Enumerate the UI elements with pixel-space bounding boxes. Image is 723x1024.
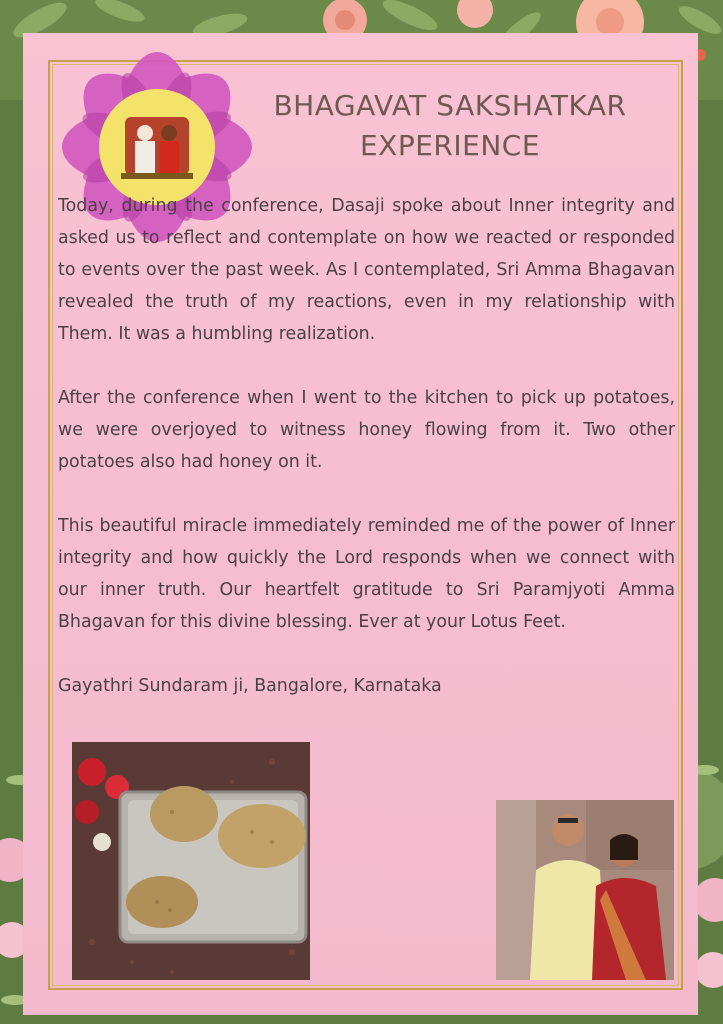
paragraph-3: This beautiful miracle immediately reminded me of the power of Inner integrity and how quickly the Lord responds when we connect with our inner truth. Our heartfelt gratitude to Sri Paramjyoti Amma Bhagavan for this divine blessing. Ever at your Lotus Feet. <box>58 516 675 632</box>
signature: Gayathri Sundaram ji, Bangalore, Karnataka <box>58 676 442 696</box>
paragraph-2: After the conference when I went to the kitchen to pick up potatoes, we were overjoyed to witness honey flowing from it. Two other potatoes also had honey on it. <box>58 388 675 472</box>
potatoes-photo <box>72 742 310 980</box>
title-line-1: BHAGAVAT SAKSHATKAR <box>273 89 627 122</box>
paragraph-1: Today, during the conference, Dasaji spoke about Inner integrity and asked us to reflect and contemplate on how we reacted or responded to events over the past week. As I contemplated, Sri Amma Bhagavan revealed the truth of my reactions, even in my relationship with Them. It was a humbling realization. <box>58 196 675 344</box>
title-line-2: EXPERIENCE <box>359 129 541 162</box>
deity-portrait <box>121 117 193 179</box>
story-body <box>58 190 675 702</box>
couple-photo <box>496 800 674 980</box>
page-title <box>230 86 670 166</box>
